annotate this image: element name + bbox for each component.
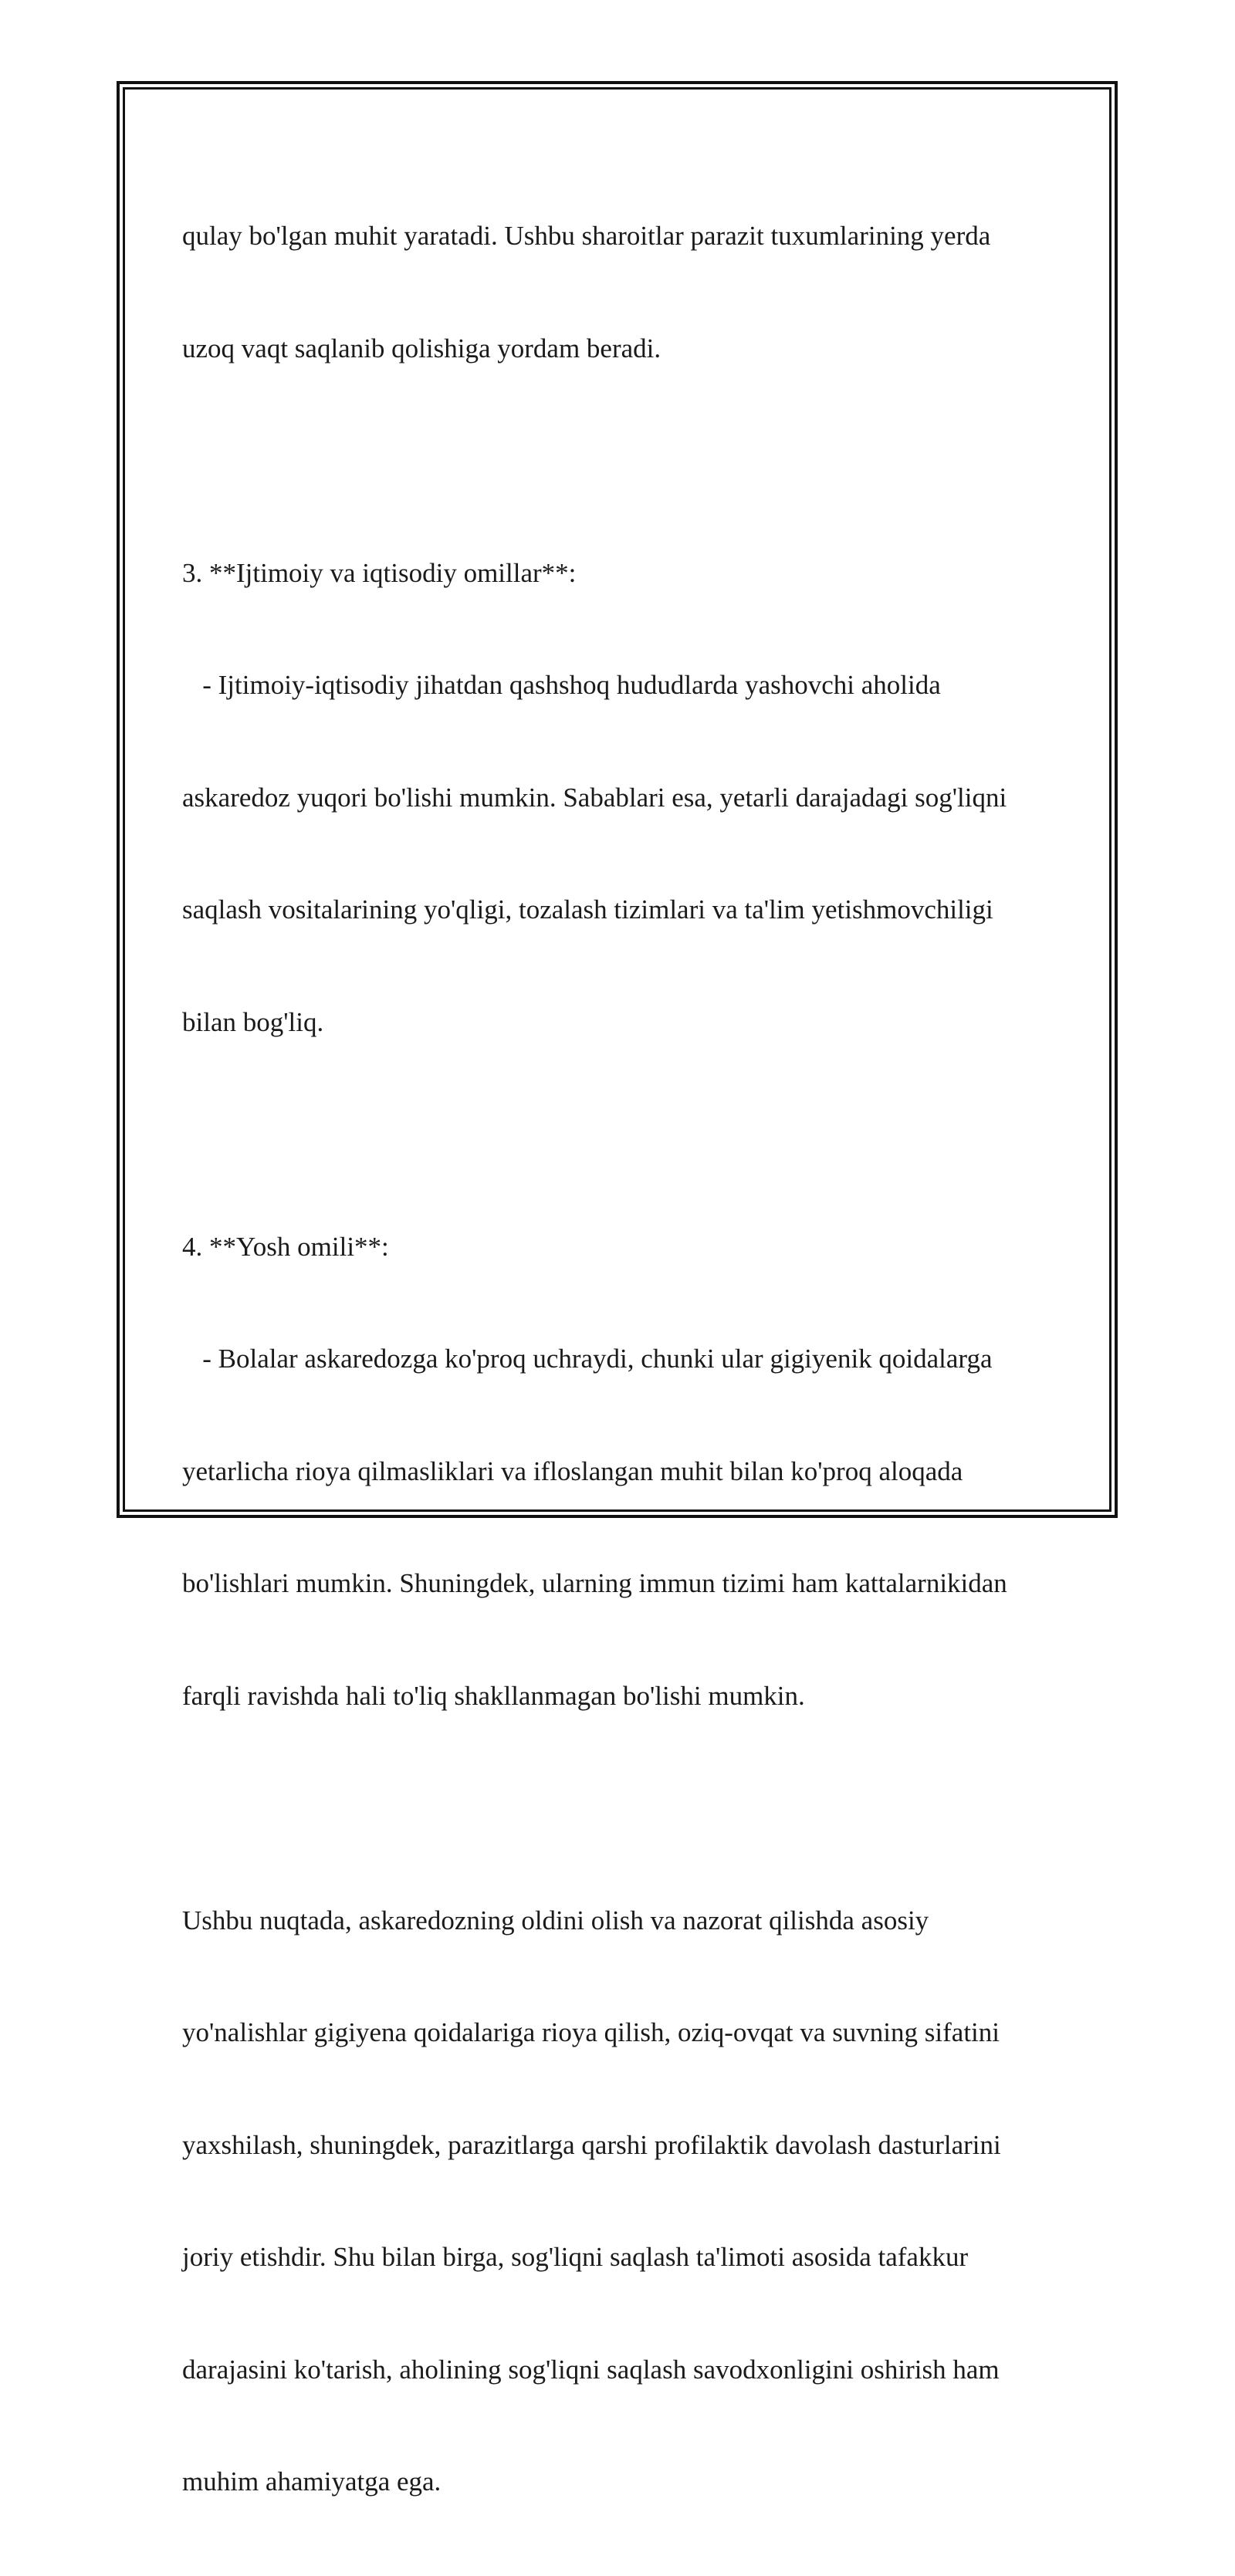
text-line: joriy etishdir. Shu bilan birga, sog'liqni saqlash ta'limoti asosida tafakkur: [182, 2242, 969, 2272]
text-line: muhim ahamiyatga ega.: [182, 2466, 442, 2497]
section-heading: 4. **Yosh omili**:: [182, 1231, 389, 1262]
text-line: farqli ravishda hali to'liq shakllanmagan bo'lishi mumkin.: [182, 1680, 805, 1711]
paragraph-section-4: [182, 1154, 1070, 1790]
text-line: askaredoz yuqori bo'lishi mumkin. Sabablari esa, yetarli darajadagi sog'liqni: [182, 782, 1007, 813]
text-line: Ushbu nuqtada, askaredozning oldini olish va nazorat qilishda asosiy: [182, 1905, 929, 1935]
document-body: [182, 143, 1070, 2576]
text-line: darajasini ko'tarish, aholining sog'liqni saqlash savodxonligini oshirish ham: [182, 2354, 1000, 2385]
text-line: - Ijtimoiy-iqtisodiy jihatdan qashshoq hududlarda yashovchi aholida: [182, 670, 941, 700]
text-line: yetarlicha rioya qilmasliklari va ifloslangan muhit bilan ko'proq aloqada: [182, 1455, 963, 1486]
text-line: yaxshilash, shuningdek, parazitlarga qarshi profilaktik davolash dasturlarini: [182, 2129, 1001, 2160]
text-line: saqlash vositalarining yo'qligi, tozalash tizimlari va ta'lim yetishmovchiligi: [182, 894, 993, 925]
section-heading: 3. **Ijtimoiy va iqtisodiy omillar**:: [182, 557, 577, 588]
paragraph-section-3: [182, 480, 1070, 1117]
text-line: qulay bo'lgan muhit yaratadi. Ushbu sharoitlar parazit tuxumlarining yerda: [182, 221, 991, 251]
text-line: uzoq vaqt saqlanib qolishiga yordam beradi.: [182, 333, 661, 363]
text-line: bilan bog'liq.: [182, 1006, 324, 1037]
text-line: - Bolalar askaredozga ko'proq uchraydi, chunki ular gigiyenik qoidalarga: [182, 1344, 993, 1374]
paragraph-intro-continuation: [182, 143, 1070, 442]
paragraph-conclusion: [182, 1827, 1070, 2576]
text-line: bo'lishlari mumkin. Shuningdek, ularning immun tizimi ham kattalarnikidan: [182, 1568, 1007, 1598]
text-line: yo'nalishlar gigiyena qoidalariga rioya qilish, oziq-ovqat va suvning sifatini: [182, 2017, 1000, 2047]
